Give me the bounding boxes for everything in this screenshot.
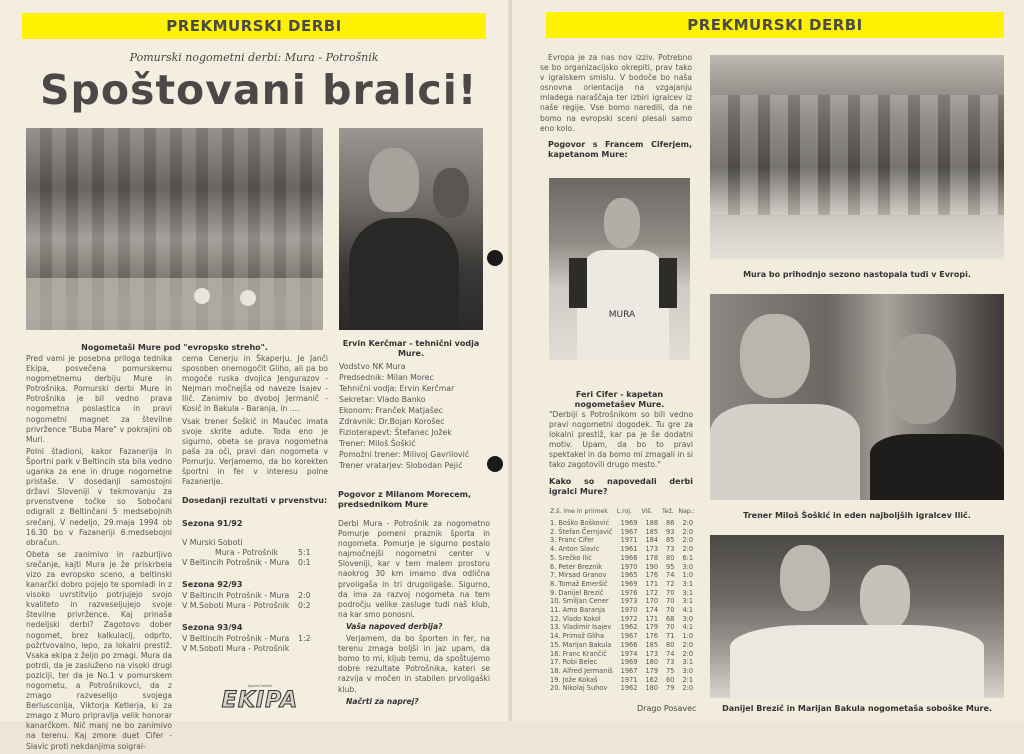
- prediction: 2:1: [682, 675, 694, 684]
- season-block: [182, 519, 328, 568]
- prediction-row: [548, 597, 697, 606]
- prediction-row: [548, 528, 697, 537]
- staff-item: Predsednik: Milan Morec: [339, 373, 434, 382]
- players-photo: [710, 535, 1004, 698]
- weight: 73: [666, 658, 675, 667]
- player-name: 9. Danijel Brezič: [550, 588, 604, 597]
- staff-item: Fizioterapevt: Štefanec Jožek: [339, 428, 452, 437]
- coach-player-caption: Trener Miloš Šoškić in eden najboljših igralcev Ilič.: [743, 511, 971, 520]
- player-name: 5. Srečko Ilić: [550, 553, 592, 562]
- match-row: V M.Soboti Mura - Potrošnik: [182, 644, 290, 653]
- season-label: Sezona 93/94: [182, 623, 243, 632]
- weight: 85: [666, 536, 675, 545]
- staff-item: Zdravnik: Dr.Bojan Korošec: [339, 417, 445, 426]
- staff-item: Pomožni trener: Milivoj Gavrilović: [339, 450, 470, 459]
- prediction-row: [548, 580, 697, 589]
- prediction-row: [548, 536, 697, 545]
- player-name: 10. Smiljan Cener: [550, 597, 609, 606]
- weight: 79: [666, 684, 675, 693]
- prediction: 2:0: [682, 536, 694, 545]
- player-name: 11. Amo Baranja: [550, 606, 606, 615]
- player-name: 20. Nikolaj Suhov: [550, 684, 608, 693]
- player-name: 17. Robi Belec: [550, 658, 598, 667]
- article-paragraph: Obeta se zanimivo in razburljivo srečanje, kajti Mura je že priskrbela vizo za evropsko sceno, a beltinski kanarčki dobro pojejo te spomladi in z visoko uvrstitvijo potrjujejo svojo kvaliteto in razveseljujejo svoje številne privržence. Kaj prinaša nedeljski derbi? Zagotovo dober nogomet, brez kalkulacij, odprto, požrtvovalno, lepo, za lokalni prestiž. Vsaka ekipa z željo po zmagi. Mura da potrdi, da je zasluženo na visoki drugi poziciji, ter da je No.1 v pomurskem nogometu, a Potrošnikovci, da z zmago razveselijo svojega Berlusconija, Viktorja Ketlerja, ki za zmago z Muro pripravlja velik honorar kanarčkom. Nič manj ne bo zanimivo na terenu. Kaj zmore duet Cifer - Slavic proti nekdanjima soigral-: [26, 549, 172, 751]
- weight: 80: [666, 553, 675, 562]
- match-row: V Beltincih Potrošnik - Mura 2:0: [182, 591, 311, 600]
- weight: 60: [666, 675, 675, 684]
- article-paragraph: Pred vami je posebna priloga tednika Ekipa, posvečena pomurskemu nogometnemu derbiju Mure in Potrošnika. Pomurski derbi Mure in Potrošnika je bil vedno prava nogometna poslastica in pravi nogometni magnet za številne privržence "Buba Mare" v pokrajini ob Muri.: [26, 354, 172, 444]
- team-photo-caption: Nogometaši Mure pod "evropsko streho".: [81, 343, 268, 352]
- prediction-row: [548, 684, 697, 693]
- player-name: 1. Boško Bošković: [550, 519, 610, 527]
- birth-year: 1976: [620, 588, 638, 597]
- prediction: 4:1: [682, 606, 694, 615]
- weight: 80: [666, 640, 675, 649]
- player-name: 8. Tomaž Emeršič: [550, 579, 608, 588]
- weight: 70: [666, 588, 675, 597]
- column-header: Viš.: [641, 508, 653, 515]
- prediction: 3:0: [682, 666, 694, 675]
- prediction-row: [548, 519, 697, 528]
- prediction: 3:1: [682, 579, 694, 588]
- birth-year: 1972: [620, 614, 638, 623]
- birth-year: 1961: [620, 545, 638, 554]
- season-venue: V Murski Soboti: [182, 538, 243, 547]
- prediction: 3:1: [682, 588, 694, 597]
- player-name: 19. Jože Kokaš: [550, 675, 598, 684]
- birth-year: 1966: [620, 553, 638, 562]
- kercmar-photo-caption: Ervin Kerčmar - tehnični vodja Mure.: [342, 339, 480, 358]
- weight: 68: [666, 614, 675, 623]
- prediction: 3:1: [682, 597, 694, 606]
- height: 174: [645, 606, 659, 615]
- player-name: 12. Vlado Kokol: [550, 614, 601, 623]
- birth-year: 1962: [620, 623, 638, 632]
- ekipa-logo: športni tednik EKIPA: [221, 684, 299, 713]
- weight: 70: [666, 606, 675, 615]
- prediction-row: [548, 676, 697, 685]
- prediction-row: [548, 623, 697, 632]
- height: 172: [645, 588, 659, 597]
- height: 178: [645, 553, 659, 562]
- article-column-1: [26, 354, 172, 754]
- match-row: Mura - Potrošnik 5:1: [215, 548, 311, 557]
- season-block: [182, 580, 328, 611]
- staff-item: Ekonom: Franček Matjašec: [339, 406, 443, 415]
- season-block: [182, 623, 328, 654]
- birth-year: 1967: [620, 666, 638, 675]
- match-row: V M.Soboti Mura - Potrošnik 0:2: [182, 601, 311, 610]
- coach-player-photo: [710, 294, 1004, 500]
- player-name: 13. Vladimir Isajev: [550, 623, 612, 632]
- binder-hole: [487, 456, 503, 472]
- height: 190: [645, 562, 659, 571]
- player-name: 3. Franc Cifer: [550, 536, 594, 545]
- prediction: 2:0: [682, 545, 694, 554]
- birth-year: 1967: [620, 527, 638, 536]
- prediction-row: [548, 667, 697, 676]
- team-europe-caption: Mura bo prihodnjo sezono nastopala tudi v Evropi.: [743, 270, 971, 279]
- prediction: 1:0: [682, 571, 694, 580]
- binder-hole: [487, 250, 503, 266]
- cifer-interview-heading: Pogovor s Francem Ciferjem, kapetanom Mure:: [548, 140, 692, 159]
- weight: 70: [666, 623, 675, 632]
- prediction: 2:0: [682, 640, 694, 649]
- birth-year: 1971: [620, 675, 638, 684]
- headline: Spoštovani bralci!: [40, 66, 478, 114]
- birth-year: 1962: [620, 684, 638, 693]
- height: 173: [645, 649, 659, 658]
- article-paragraph: Vsak trener Šoškič in Maučec imata svoje skrite adute. Toda eno je sigurno, obeta se prava nogometna paša za oči, pravi dan nogometa v Pomurju. Verjamemo, da bo korekten športni in fer v interesu polne Fazanerije.: [182, 416, 328, 487]
- predictions-header-row: [548, 508, 697, 519]
- staff-item: Trener: Miloš Šoškić: [339, 439, 416, 448]
- weight: 74: [666, 571, 675, 580]
- prediction: 4:1: [682, 623, 694, 632]
- article-paragraph: Polni štadioni, kakor Fazanerija in Športni park v Beltincih sta bila vedno uganka za ene in druge nogometne pristaše. V dosedanji samostojni državi Sloveniji v tekmovanju za prvenstvene točke so Sobočani odigrali z Beltinčani 5 medsebojnih srečanj. V nedeljo, 29.maja 1994 ob 16.30 bo v Fazaneriji 6.medsebojni obračun.: [26, 446, 172, 547]
- weight: 74: [666, 649, 675, 658]
- height: 171: [645, 579, 659, 588]
- article-column-2: [182, 354, 328, 489]
- prediction: 6:1: [682, 553, 694, 562]
- prediction: 2:0: [682, 649, 694, 658]
- weight: 86: [666, 519, 675, 527]
- team-europe-photo: [710, 55, 1004, 259]
- birth-year: 1966: [620, 640, 638, 649]
- player-name: 16. Franc Krančič: [550, 649, 607, 658]
- player-name: 4. Anton Slavic: [550, 545, 600, 554]
- players-caption: Danijel Brezič in Marijan Bakula nogometaša soboške Mure.: [722, 704, 992, 713]
- weight: 71: [666, 632, 675, 641]
- birth-year: 1969: [620, 579, 638, 588]
- season-label: Sezona 92/93: [182, 580, 243, 589]
- staff-item: Sekretar: Vlado Banko: [339, 395, 426, 404]
- results-heading: Dosedanji rezultati v prvenstvu:: [182, 496, 328, 505]
- staff-item: Vodstvo NK Mura: [339, 362, 406, 371]
- birth-year: 1974: [620, 649, 638, 658]
- height: 188: [645, 519, 659, 527]
- kicker: Pomurski nogometni derbi: Mura - Potrošnik: [129, 51, 379, 64]
- predictions-heading: Kako so napovedali derbi igralci Mure?: [549, 477, 693, 496]
- prediction-row: [548, 658, 697, 667]
- weight: 95: [666, 562, 675, 571]
- height: 170: [645, 597, 659, 606]
- prediction: 3:0: [682, 614, 694, 623]
- player-name: 6. Peter Breznik: [550, 562, 603, 571]
- prediction-row: [548, 563, 697, 572]
- prediction-row: [548, 650, 697, 659]
- weight: 72: [666, 579, 675, 588]
- column-header: Nap.:: [678, 508, 695, 515]
- prediction-row: [548, 641, 697, 650]
- prediction-row: [548, 615, 697, 624]
- cifer-quote: "Derbiji s Potrošnikom so bili vedno pravi nogometni dogodek. Tu gre za lokalni prestiž, kar pa je še dodatni motiv. Upam, da bo to pravi spektakel in da bomo mi zmagali in si tako zagotovili drugo mesto.": [549, 410, 693, 470]
- height: 180: [645, 658, 659, 667]
- predictions-table: [548, 508, 697, 693]
- shirt-logo: MURA: [608, 310, 636, 320]
- column-header: Z.š. ime in priimek: [550, 508, 608, 515]
- football-icon: [240, 290, 256, 306]
- prediction: 2:0: [682, 519, 694, 527]
- player-name: 15. Marijan Bakula: [550, 640, 612, 649]
- height: 176: [645, 632, 659, 641]
- birth-year: 1969: [620, 658, 638, 667]
- interview-heading: Pogovor z Milanom Morecem, predsednikom Mure: [338, 490, 471, 509]
- birth-year: 1965: [620, 571, 638, 580]
- birth-year: 1969: [620, 519, 638, 527]
- prediction: 2:0: [682, 527, 694, 536]
- column-header: Tež.: [662, 508, 674, 515]
- interview-answer: Verjamem, da bo športen in fer, na terenu zmaga boljši in jaz upam, da bomo to mi, kljub temu, da spoštujemo dobre rezultate Potrošnika, kateri se razvija v močen in stabilen prvoligaški klub.: [338, 634, 490, 694]
- right-page: [512, 0, 1024, 721]
- cifer-photo: [549, 178, 690, 360]
- column-header: L.roj.: [616, 508, 632, 515]
- section-banner-left: PREKMURSKI DERBI: [22, 13, 486, 39]
- author: Drago Posavec: [637, 704, 697, 713]
- height: 179: [645, 623, 659, 632]
- player-name: 7. Mirsad Granov: [550, 571, 607, 580]
- height: 171: [645, 614, 659, 623]
- height: 173: [645, 545, 659, 554]
- birth-year: 1971: [620, 536, 638, 545]
- match-row: V Beltincih Potrošnik - Mura 0:1: [182, 558, 311, 567]
- weight: 75: [666, 666, 675, 675]
- weight: 70: [666, 597, 675, 606]
- left-page: [0, 0, 512, 751]
- height: 162: [645, 675, 659, 684]
- weight: 93: [666, 527, 675, 536]
- team-photo: [26, 128, 323, 330]
- prediction: 3:1: [682, 658, 694, 667]
- football-icon: [194, 288, 210, 304]
- player-name: 2. Štefan Černjavič: [550, 527, 613, 536]
- prediction-row: [548, 589, 697, 598]
- prediction-row: [548, 632, 697, 641]
- section-banner-right: PREKMURSKI DERBI: [546, 12, 1004, 38]
- birth-year: 1973: [620, 597, 638, 606]
- interview-body: Derbi Mura - Potrošnik za nogometno Pomurje pomeni praznik športa in nogometa. Pomurje je sigurno postalo najmočnejši nogometni center v Sloveniji, kar v tem malem prostoru naokrog 30 km imamo dva odlična prvoligaša in tri drugoligaše. Sigurno, da ima za razvoj nogometa na tem področju velike zasluge tudi naš klub, na kar smo ponosni. Vaša napoved derbija? Verjamem, da bo športen in fer, na terenu zmaga boljši in jaz upam, da bomo to mi, kljub temu, da spoštujemo dobre rezultate Potrošnika, kateri se razvija v močen in stabilen prvoligaški klub. Načrti za naprej?: [338, 519, 490, 706]
- staff-item: Trener vratarjev: Slobodan Pejić: [339, 461, 463, 470]
- height: 180: [645, 684, 659, 693]
- prediction-row: [548, 545, 697, 554]
- club-staff-list: [339, 361, 489, 471]
- player-name: 14. Primož Gliha: [550, 632, 604, 641]
- prediction-row: [548, 571, 697, 580]
- prediction: 2:0: [682, 684, 694, 693]
- player-name: 18. Alfred Jermaniš: [550, 666, 613, 675]
- cifer-photo-caption: Feri Cifer - kapetan nogometašev Mure.: [574, 390, 665, 409]
- interview-question: Vaša napoved derbija?: [346, 621, 443, 631]
- interview-question: Načrti za naprej?: [346, 696, 419, 706]
- height: 185: [645, 640, 659, 649]
- birth-year: 1970: [620, 606, 638, 615]
- intro-text: Evropa je za nas nov izziv. Potrebno se bo organizacijsko okrepiti, prav tako v igralskem smislu. V bodoče bo naša osnovna orientacija na vzgajanju mladega naraščaja ter izbiri igralcev iz naše regije. Vse bomo naredili, da ne bomo na evropski sceni plesali samo eno kolo.: [540, 53, 692, 133]
- height: 176: [645, 571, 659, 580]
- season-label: Sezona 91/92: [182, 519, 243, 528]
- weight: 73: [666, 545, 675, 554]
- prediction: 3:0: [682, 562, 694, 571]
- results-section: [182, 496, 328, 654]
- birth-year: 1967: [620, 632, 638, 641]
- kercmar-photo: [339, 128, 483, 330]
- prediction-row: [548, 606, 697, 615]
- staff-item: Tehnični vodja: Ervin Kerčmar: [339, 384, 455, 393]
- height: 179: [645, 666, 659, 675]
- article-paragraph: cema Cenerju in Škaperju. Je Janči sposoben onemogočit Gliho, ali pa bo mogoče ruska dvojica Jengurazov - Nejman močnejša od naveze Isajev - Ilič. Zanimiv bo dvoboj Jermanič - Kosič in Bakula - Baranja, in ....: [182, 354, 328, 414]
- height: 184: [645, 536, 659, 545]
- match-row: V Beltincih Potrošnik - Mura 1:2: [182, 634, 311, 643]
- birth-year: 1970: [620, 562, 638, 571]
- prediction-row: [548, 554, 697, 563]
- height: 185: [645, 527, 659, 536]
- prediction: 1:0: [682, 632, 694, 641]
